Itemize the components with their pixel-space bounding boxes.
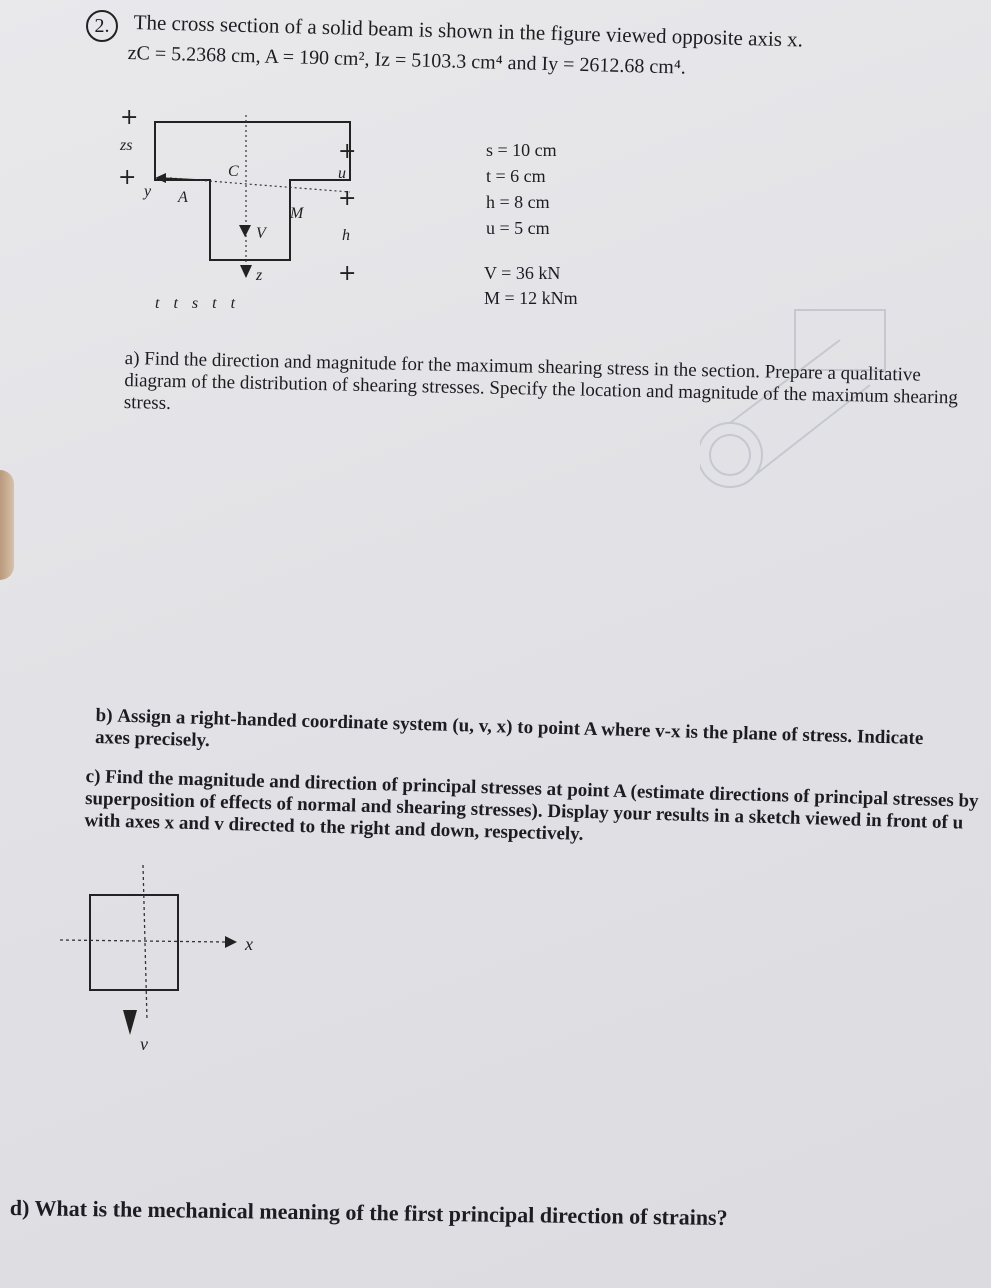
question-a-text: Find the direction and magnitude for the maximum shearing stress in the section. Prepare a qualitative diagram of the distribution of shearing stresses. Specify the location and magnitude of the maximum shearing stress. xyxy=(123,348,959,414)
param-h: h = 8 cm xyxy=(486,192,550,212)
problem-title: The cross section of a solid beam is shown in the figure viewed opposite axis x. xyxy=(133,10,804,52)
question-a-label: a) xyxy=(124,348,140,370)
question-b-label: b) xyxy=(95,705,113,727)
svg-text:+: + xyxy=(120,105,139,130)
question-c xyxy=(84,766,990,857)
svg-text:+: + xyxy=(338,186,357,211)
label-u: u xyxy=(338,165,346,182)
param-V: V = 36 kN xyxy=(484,263,561,283)
label-V: V xyxy=(256,225,266,242)
param-t: t = 6 cm xyxy=(486,166,546,186)
param-u: u = 5 cm xyxy=(486,218,550,238)
svg-text:+: + xyxy=(338,139,357,164)
finger-shadow xyxy=(0,470,14,580)
question-c-label: c) xyxy=(85,766,101,788)
label-h: h xyxy=(342,227,350,244)
label-C: C xyxy=(228,163,239,180)
label-z: z xyxy=(256,267,263,284)
question-d-label: d) xyxy=(9,1195,30,1221)
question-d-text: What is the mechanical meaning of the first principal direction of strains? xyxy=(34,1195,728,1231)
sketch-label-v: v xyxy=(140,1034,148,1054)
question-b xyxy=(95,705,946,773)
stress-element-square xyxy=(90,895,178,990)
section-properties: zC = 5.2368 cm, A = 190 cm², Iz = 5103.3 cm⁴ and Iy = 2612.68 cm⁴. xyxy=(127,42,687,79)
label-M: M xyxy=(290,205,304,222)
sketch-label-x: x xyxy=(245,934,253,954)
label-zs: zs xyxy=(120,137,133,154)
svg-text:+: + xyxy=(118,165,137,190)
param-s: s = 10 cm xyxy=(486,140,557,160)
problem-number: 2. xyxy=(86,10,118,42)
label-bottom-dims: t t s t t xyxy=(155,295,241,312)
label-y: y xyxy=(144,183,152,200)
svg-text:+: + xyxy=(338,261,357,286)
param-M: M = 12 kNm xyxy=(484,288,578,308)
stress-element-sketch xyxy=(55,860,285,1060)
question-b-text: Assign a right-handed coordinate system (u, v, x) to point A where v-x is the plane of stress. Indicate axes precisely. xyxy=(94,705,924,752)
question-c-text: Find the magnitude and direction of principal stresses at point A (estimate directions of principal stresses by superposition of effects of normal and shearing stresses). Display your results in a sketch viewed in front of u with axes x and v directed to the right and down, respectively. xyxy=(84,766,979,845)
label-A: A xyxy=(178,189,188,206)
question-d xyxy=(10,1195,728,1231)
cross-section-figure xyxy=(100,100,370,330)
